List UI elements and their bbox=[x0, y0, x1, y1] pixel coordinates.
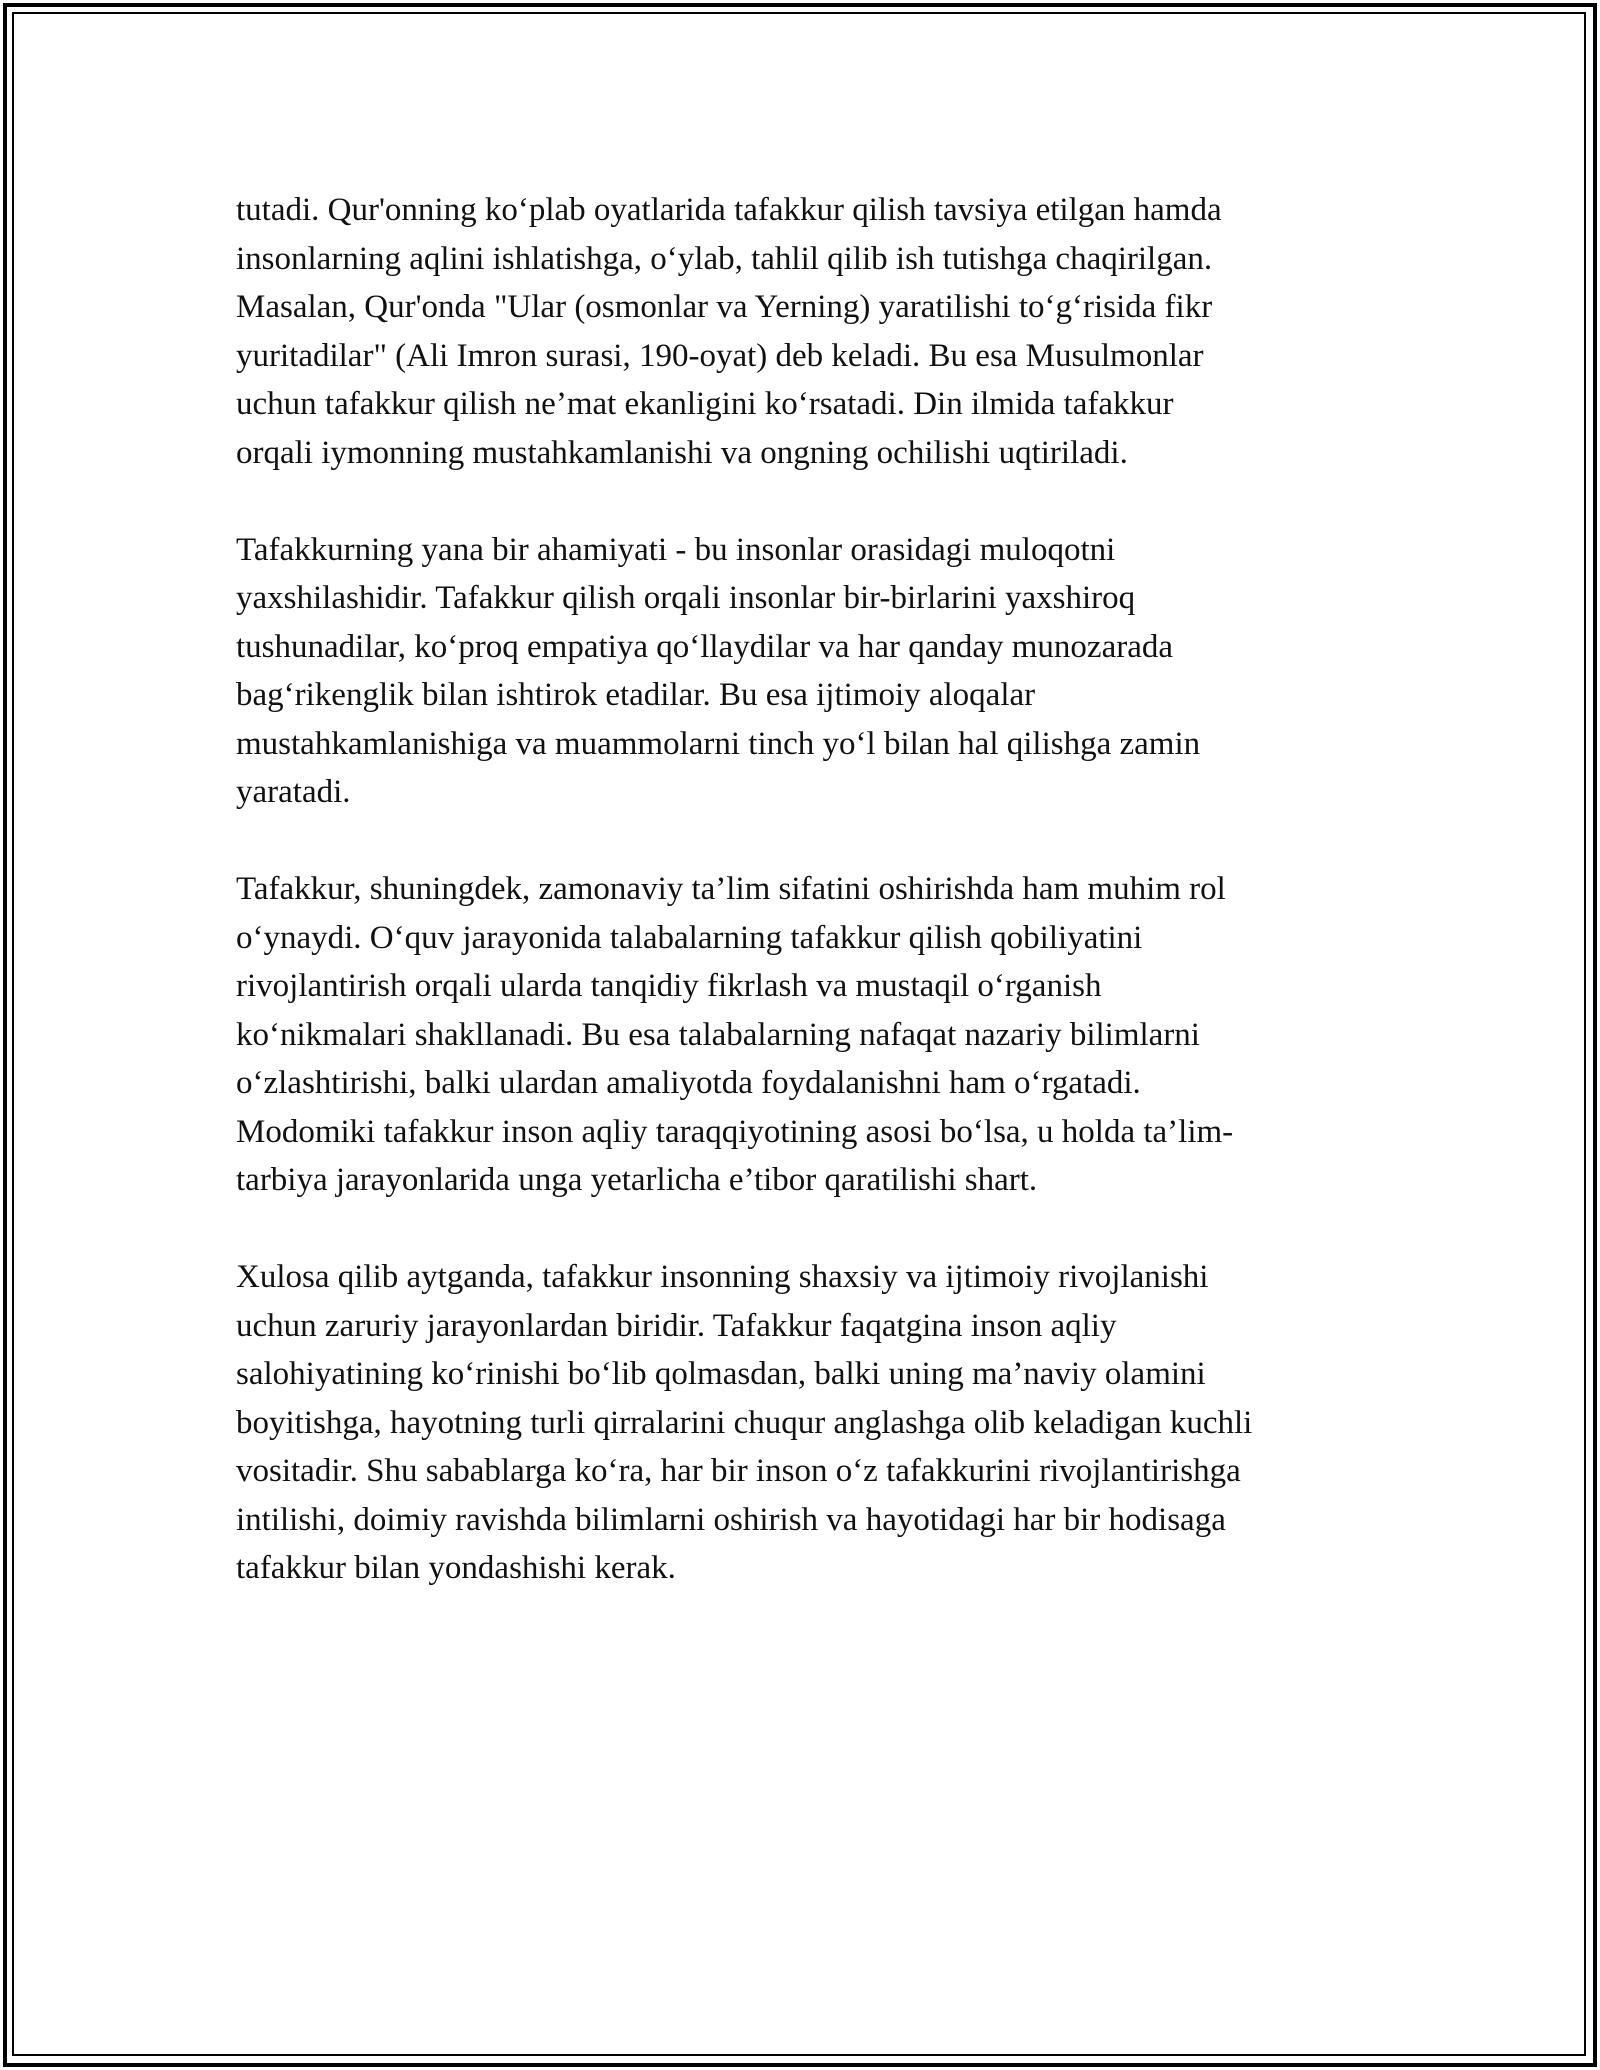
text-line: o‘zlashtirishi, balki ulardan amaliyotda foydalanishni ham o‘rgatadi. bbox=[236, 1065, 1141, 1101]
text-line: uchun zaruriy jarayonlardan biridir. Tafakkur faqatgina inson aqliy bbox=[236, 1307, 1117, 1344]
text-line: intilishi, doimiy ravishda bilimlarni oshirish va hayotidagi har bir hodisaga bbox=[236, 1501, 1226, 1538]
text-line: rivojlantirish orqali ularda tanqidiy fikrlash va mustaqil o‘rganish bbox=[236, 968, 1102, 1004]
text-line: Tafakkur, shuningdek, zamonaviy ta’lim sifatini oshirishda ham muhim rol bbox=[236, 871, 1226, 907]
text-line: salohiyatining ko‘rinishi bo‘lib qolmasdan, balki uning ma’naviy olamini bbox=[236, 1356, 1206, 1392]
text-line: tushunadilar, ko‘proq empatiya qo‘llaydilar va har qanday munozarada bbox=[236, 628, 1174, 665]
text-line: insonlarning aqlini ishlatishga, o‘ylab, tahlil qilib ish tutishga chaqirilgan. bbox=[236, 240, 1213, 277]
text-line: boyitishga, hayotning turli qirralarini chuqur anglashga olib keladigan kuchli bbox=[236, 1404, 1253, 1441]
text-line: yaratadi. bbox=[236, 774, 351, 810]
text-line: uchun tafakkur qilish ne’mat ekanligini ko‘rsatadi. Din ilmida tafakkur bbox=[236, 386, 1174, 422]
paragraph-3 bbox=[236, 865, 1386, 1205]
text-line: orqali iymonning mustahkamlanishi va ongning ochilishi uqtiriladi. bbox=[236, 434, 1128, 471]
text-line: mustahkamlanishiga va muammolarni tinch yo‘l bilan hal qilishga zamin bbox=[236, 725, 1201, 762]
text-line: tutadi. Qur'onning ko‘plab oyatlarida tafakkur qilish tavsiya etilgan hamda bbox=[236, 192, 1222, 228]
text-line: Xulosa qilib aytganda, tafakkur insonning shaxsiy va ijtimoiy rivojlanishi bbox=[236, 1259, 1209, 1295]
text-line: vositadir. Shu sabablarga ko‘ra, har bir inson o‘z tafakkurini rivojlantirishga bbox=[236, 1453, 1241, 1489]
text-line: o‘ynaydi. O‘quv jarayonida talabalarning tafakkur qilish qobiliyatini bbox=[236, 919, 1143, 956]
text-line: bag‘rikenglik bilan ishtirok etadilar. Bu esa ijtimoiy aloqalar bbox=[236, 677, 1036, 713]
text-line: Modomiki tafakkur inson aqliy taraqqiyotining asosi bo‘lsa, u holda ta’lim- bbox=[236, 1113, 1234, 1150]
document-body bbox=[236, 186, 1386, 1641]
text-line: Masalan, Qur'onda "Ular (osmonlar va Yerning) yaratilishi to‘g‘risida fikr bbox=[236, 289, 1213, 325]
paragraph-1 bbox=[236, 186, 1386, 477]
text-line: ko‘nikmalari shakllanadi. Bu esa talabalarning nafaqat nazariy bilimlarni bbox=[236, 1016, 1200, 1053]
text-line: yaxshilashidir. Tafakkur qilish orqali insonlar bir-birlarini yaxshiroq bbox=[236, 580, 1136, 616]
paragraph-2 bbox=[236, 526, 1386, 817]
text-line: tarbiya jarayonlarida unga yetarlicha e’tibor qaratilishi shart. bbox=[236, 1162, 1038, 1198]
text-line: tafakkur bilan yondashishi kerak. bbox=[236, 1550, 676, 1586]
text-line: yuritadilar" (Ali Imron surasi, 190-oyat) deb keladi. Bu esa Musulmonlar bbox=[236, 337, 1204, 374]
text-line: Tafakkurning yana bir ahamiyati - bu insonlar orasidagi muloqotni bbox=[236, 531, 1116, 568]
paragraph-4 bbox=[236, 1253, 1386, 1593]
